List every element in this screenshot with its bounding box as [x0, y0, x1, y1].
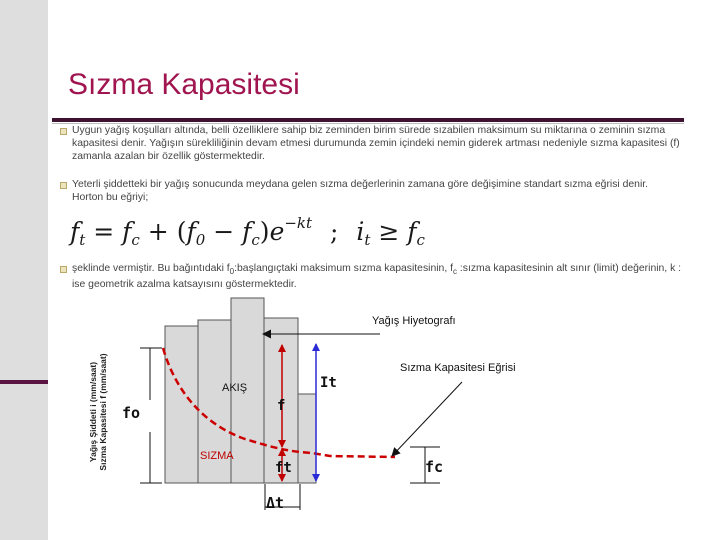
formula-f: f — [186, 217, 196, 246]
formula-sub-0: 0 — [195, 231, 206, 249]
formula-minus: − — [213, 217, 235, 246]
formula-open-paren: ( — [176, 217, 187, 246]
formula-f: f — [122, 217, 132, 246]
fc-label: fc — [425, 458, 444, 476]
infiltration-curve-label: Sızma Kapasitesi Eğrisi — [400, 362, 516, 374]
formula-semicolon: ; — [330, 217, 339, 246]
infiltration-label: SIZMA — [200, 450, 234, 462]
runoff-label: AKIŞ — [222, 382, 248, 394]
ft-label: ft — [275, 460, 292, 476]
paragraph-parameters-sub-c: c — [453, 267, 457, 277]
dt-label: Δt — [266, 494, 285, 512]
paragraph-definition: Uygun yağış koşulları altında, belli özelliklere sahip biz zeminden birim sürede sızabilen maksimum su miktarına o zeminin sızma kapasitesi denir. Yağışın sürekliliğinin devam etmesi durumunda zemin içindeki nemin giderek artması nedeniyle sızma kapasitesi (f) zamanla azalan bir özellik göstermektedir. — [72, 125, 680, 162]
formula-f: f — [70, 217, 80, 246]
formula-sub-c: c — [416, 231, 425, 249]
formula-i: i — [356, 217, 365, 246]
f0-label: fo — [122, 404, 141, 422]
hyetograph-bar — [298, 394, 316, 483]
formula-f: f — [242, 217, 252, 246]
it-label: It — [320, 375, 337, 391]
paragraph-parameters-part1: şeklinde vermiştir. Bu bağıntıdaki f — [72, 263, 230, 274]
formula-e: e — [269, 217, 285, 246]
hyetograph-label: Yağış Hiyetografı — [372, 315, 456, 327]
y-axis-label-line1: Yağış Şiddeti i (mm/saat) — [88, 361, 98, 463]
hyetograph-bar — [165, 326, 198, 483]
slide-title: Sızma Kapasitesi — [68, 68, 300, 101]
formula-sub-t: t — [364, 231, 371, 249]
formula-close-paren: ) — [259, 217, 270, 246]
f-label: f — [277, 398, 286, 414]
formula-exponent: −kt — [284, 214, 313, 232]
formula-sub-c: c — [251, 231, 260, 249]
paragraph-parameters-part3: :sızma kapasitesinin alt sınır (limit) değerinin, k : ise geometrik azalma katsayısını göstermektedir. — [72, 263, 682, 291]
y-axis-label-line2: Sızma Kapasitesi f (mm/saat) — [98, 353, 108, 471]
y-axis-label — [88, 342, 108, 482]
formula-sub-t: t — [79, 231, 86, 249]
formula-equals: = — [93, 217, 115, 246]
formula-geq: ≥ — [378, 217, 400, 246]
paragraph-parameters-sub-0: 0 — [229, 267, 235, 277]
formula-f: f — [407, 217, 417, 246]
paragraph-horton: Yeterli şiddetteki bir yağış sonucunda meydana gelen sızma değerlerinin zamana göre değişimine standart sızma eğrisi denir. Horton bu eğriyi; — [72, 179, 649, 203]
curve-pointer — [392, 382, 462, 456]
paragraph-parameters-part2: :başlangıçtaki maksimum sızma kapasitesinin, f — [234, 263, 453, 274]
formula-plus: + — [147, 217, 169, 246]
formula-sub-c: c — [131, 231, 140, 249]
